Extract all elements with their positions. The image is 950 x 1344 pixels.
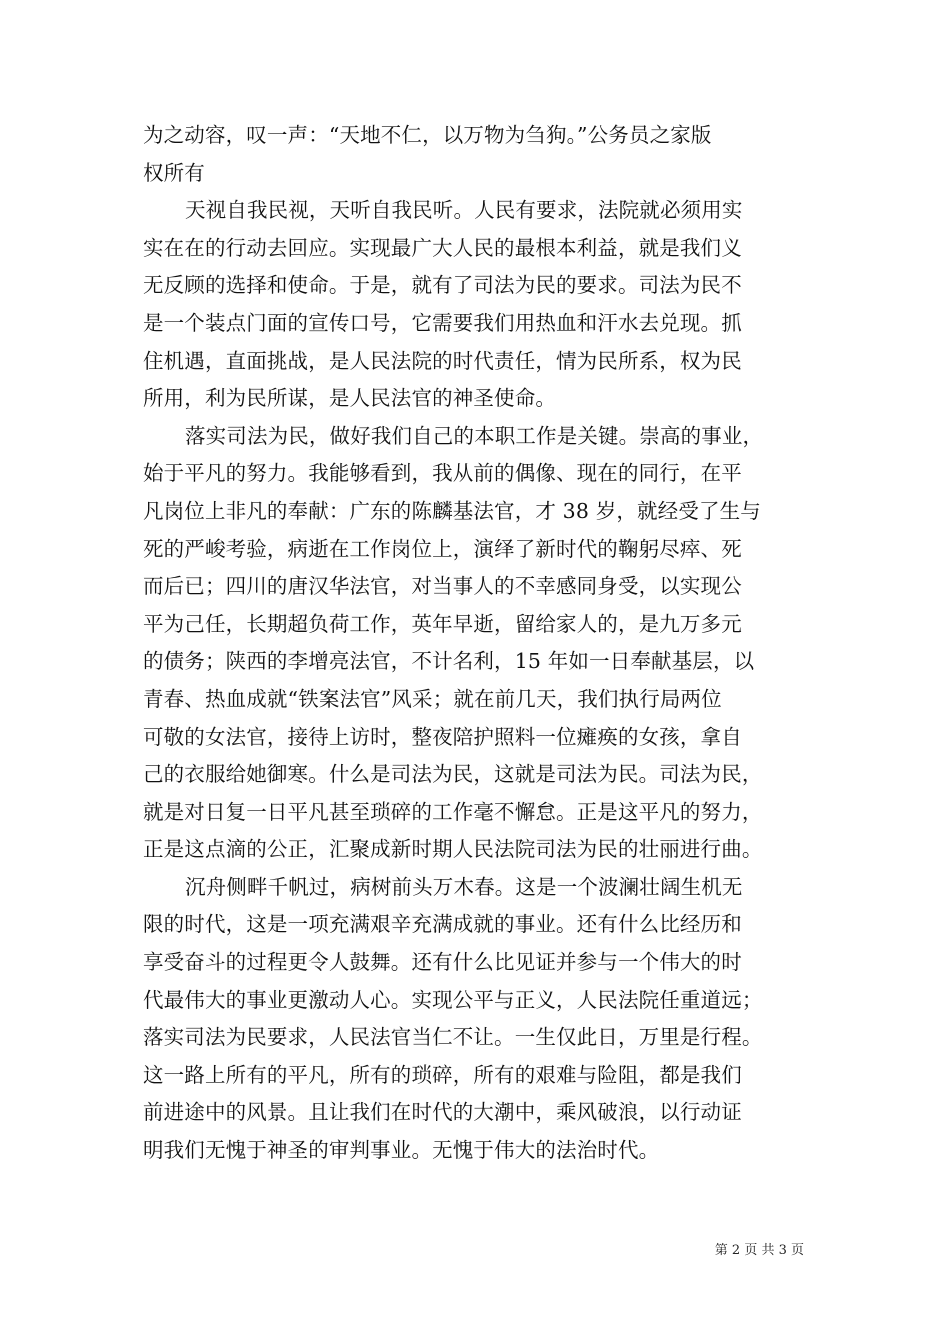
text-line: 始于平凡的努力。我能够看到，我从前的偶像、现在的同行，在平: [143, 461, 742, 486]
text-line: 无反顾的选择和使命。于是，就有了司法为民的要求。司法为民不: [143, 273, 742, 298]
document-body: [143, 117, 811, 1170]
text-line: 己的衣服给她御寒。什么是司法为民，这就是司法为民。司法为民，: [143, 762, 763, 787]
text-line: 平为己任，长期超负荷工作，英年早逝，留给家人的，是九万多元: [143, 611, 742, 636]
text-line: 实在在的行动去回应。实现最广大人民的最根本利益，就是我们义: [143, 235, 742, 260]
text-line: 住机遇，直面挑战，是人民法院的时代责任，情为民所系，权为民: [143, 348, 742, 373]
text-line: 为之动容，叹一声：“天地不仁，以万物为刍狗。”公务员之家版: [143, 123, 712, 147]
text-line: 享受奋斗的过程更令人鼓舞。还有什么比见证并参与一个伟大的时: [143, 950, 742, 975]
text-line: 可敬的女法官，接待上访时，整夜陪护照料一位瘫痪的女孩，拿自: [143, 724, 742, 749]
text-line: 死的严峻考验，病逝在工作岗位上，演绎了新时代的鞠躬尽瘁、死: [143, 536, 742, 561]
text-line: 正是这点滴的公正，汇聚成新时期人民法院司法为民的壮丽进行曲。: [143, 837, 763, 862]
text-line: 而后已；四川的唐汉华法官，对当事人的不幸感同身受，以实现公: [143, 574, 742, 599]
text-line: 落实司法为民要求，人民法官当仁不让。一生仅此日，万里是行程。: [143, 1025, 763, 1050]
text-line: 是一个装点门面的宣传口号，它需要我们用热血和汗水去兑现。抓: [143, 310, 742, 335]
text-line: 凡岗位上非凡的奉献：广东的陈麟基法官，才 38 岁，就经受了生与: [143, 498, 761, 523]
text-line: 就是对日复一日平凡甚至琐碎的工作毫不懈怠。正是这平凡的努力，: [143, 799, 763, 824]
text-line: 的债务；陕西的李增亮法官，不计名利，15 年如一日奉献基层，以: [143, 649, 755, 674]
paragraph-start-line: 沉舟侧畔千帆过，病树前头万木春。这是一个波澜壮阔生机无: [185, 874, 743, 899]
text-line: 权所有: [143, 160, 205, 185]
text-line: 限的时代，这是一项充满艰辛充满成就的事业。还有什么比经历和: [143, 912, 742, 937]
text-line: 前进途中的风景。且让我们在时代的大潮中，乘风破浪，以行动证: [143, 1100, 742, 1125]
paragraph-start-line: 落实司法为民，做好我们自己的本职工作是关键。崇高的事业，: [185, 423, 764, 448]
page-number: 第 2 页 共 3 页: [714, 1243, 804, 1258]
text-line: 这一路上所有的平凡，所有的琐碎，所有的艰难与险阻，都是我们: [143, 1062, 742, 1087]
paragraph-start-line: 天视自我民视，天听自我民听。人民有要求，法院就必须用实: [185, 198, 743, 223]
text-line: 所用，利为民所谋，是人民法官的神圣使命。: [143, 386, 556, 411]
text-line: 青春、热血成就“铁案法官”风采；就在前几天，我们执行局两位: [143, 686, 722, 711]
text-line: 明我们无愧于神圣的审判事业。无愧于伟大的法治时代。: [143, 1138, 660, 1163]
text-line: 代最伟大的事业更激动人心。实现公平与正义，人民法院任重道远；: [143, 987, 763, 1012]
